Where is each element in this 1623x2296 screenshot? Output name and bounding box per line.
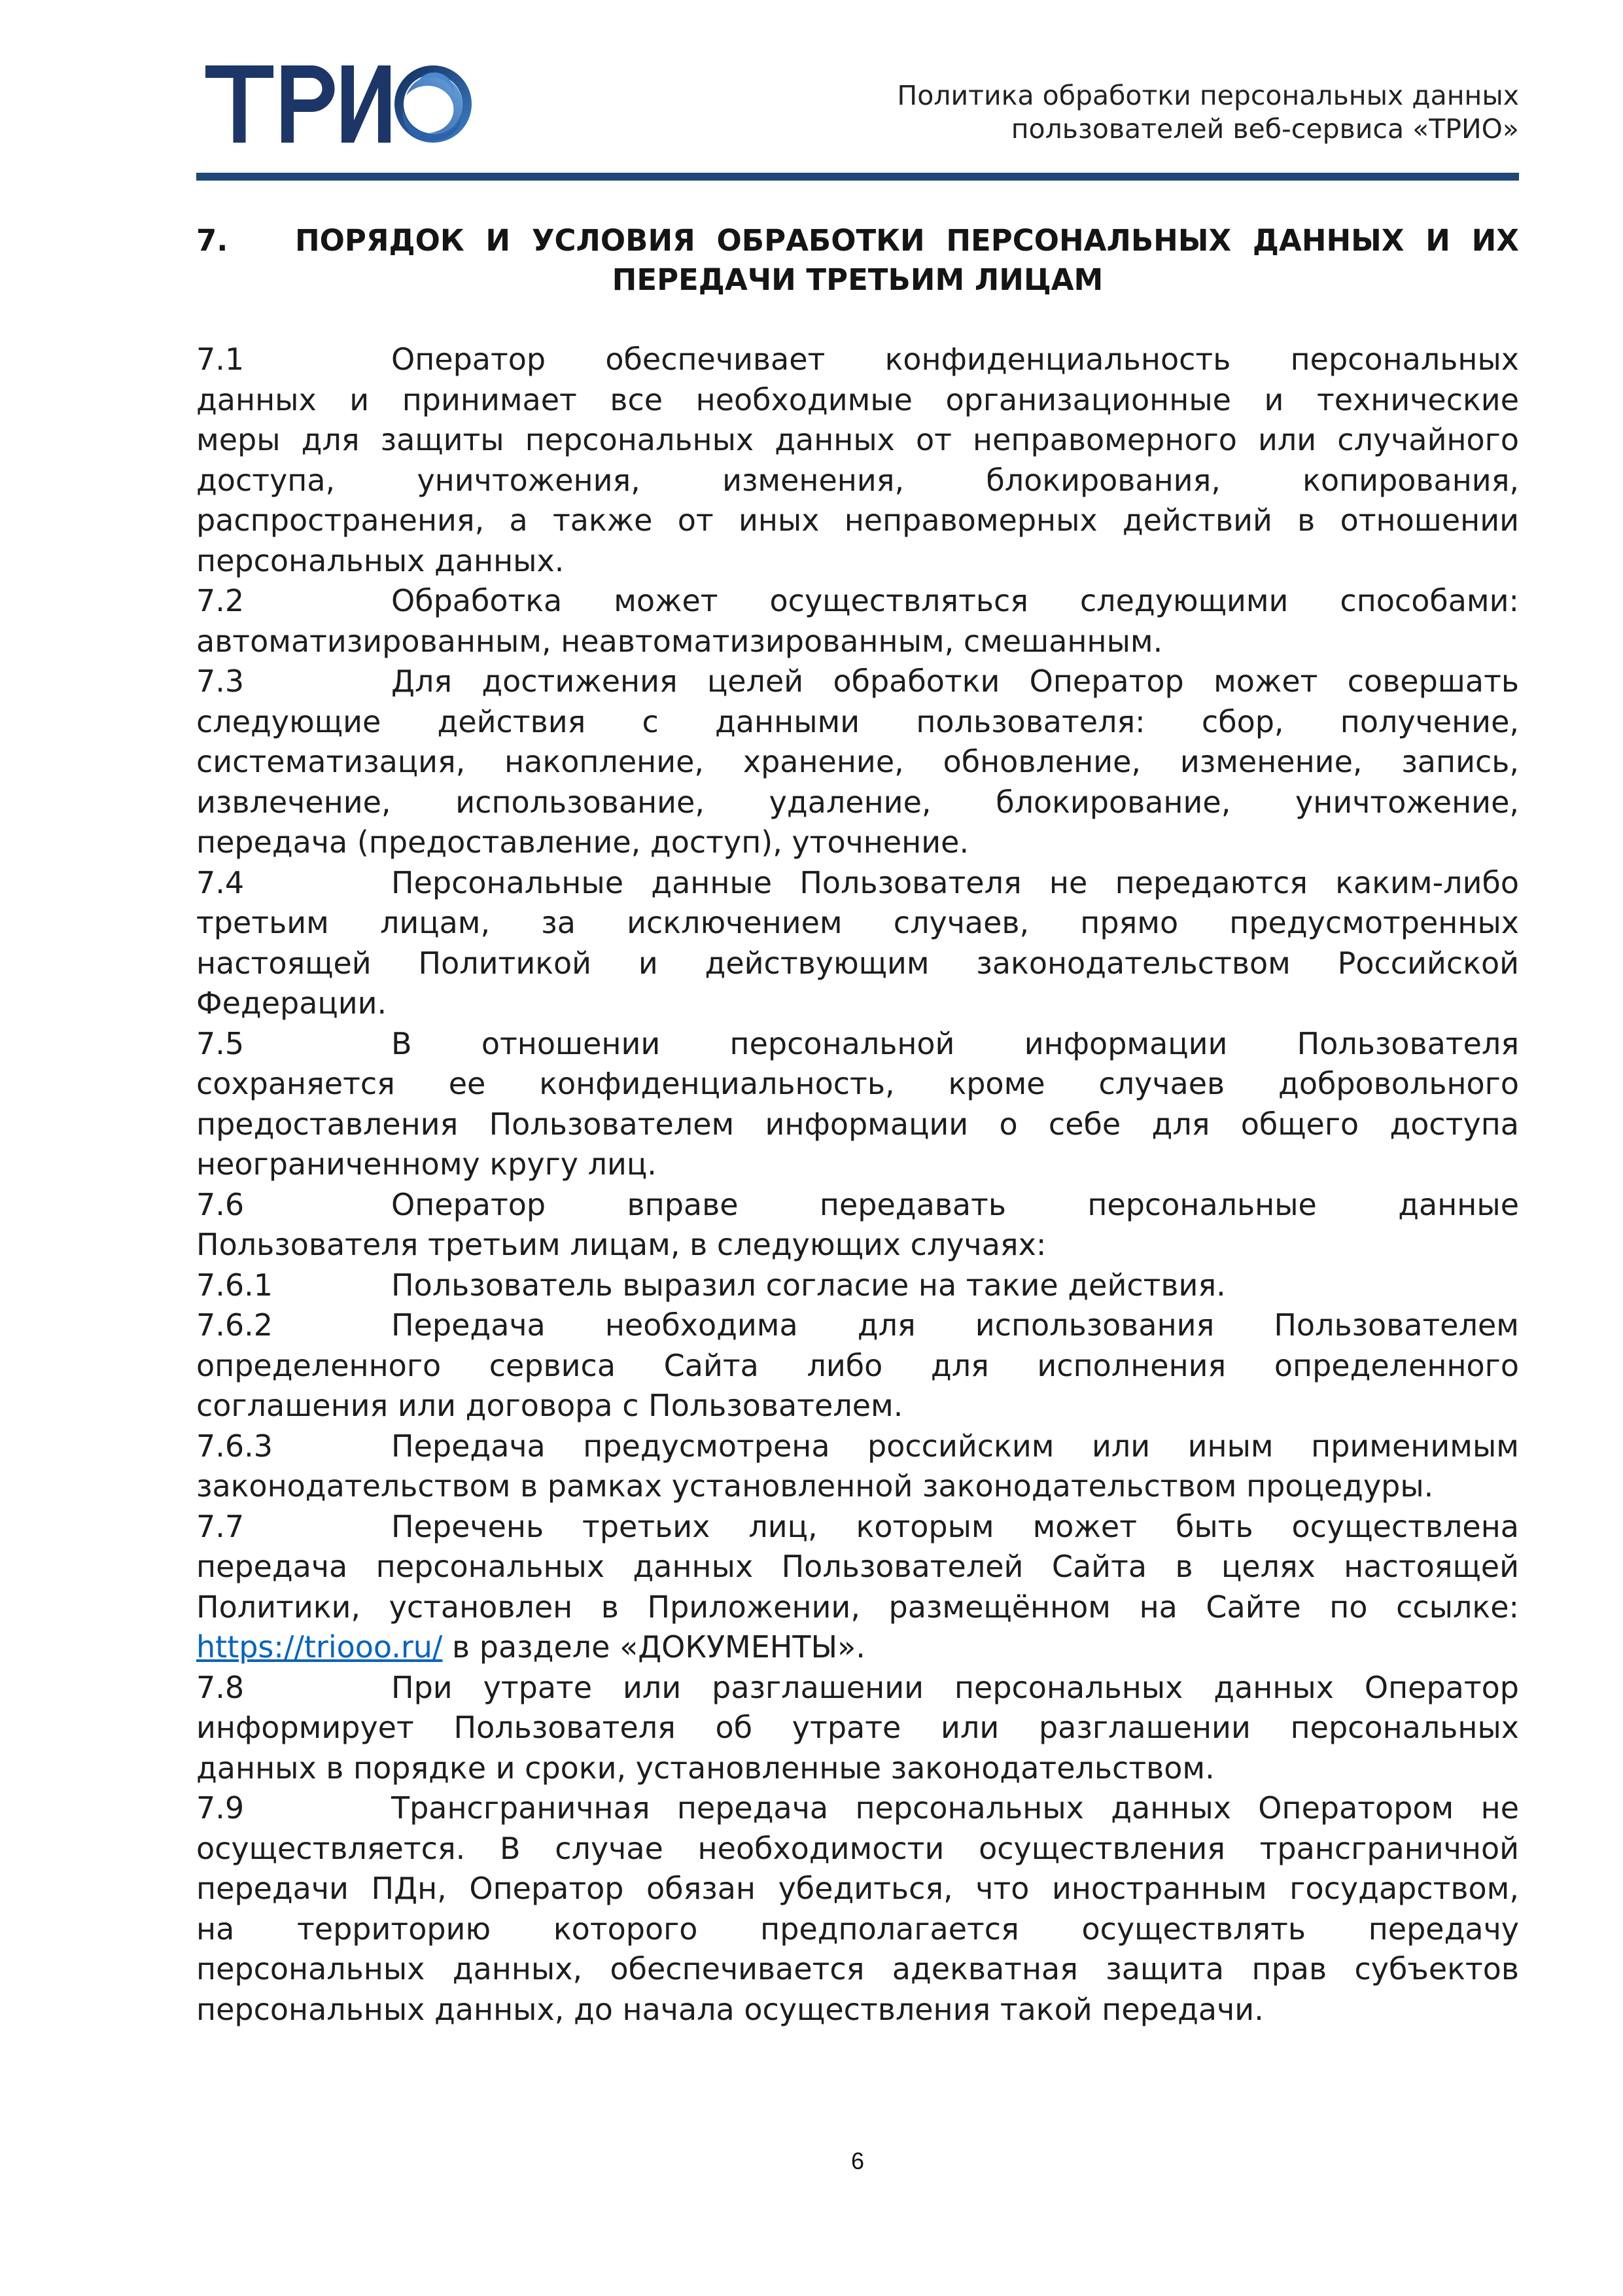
clause-line xyxy=(196,1265,1519,1306)
clause-line xyxy=(196,1788,1519,1829)
clause-7-8 xyxy=(196,1668,1519,1789)
site-link[interactable]: https://triooo.ru/ xyxy=(196,1629,443,1665)
clause-text: Федерации. xyxy=(196,985,387,1021)
logo-letter-i xyxy=(341,65,391,143)
clause-line xyxy=(196,1466,1519,1507)
clause-text: настоящей Политикой и действующим законодательством Российской xyxy=(196,945,1519,981)
section-title-part1: ПОРЯДОК И УСЛОВИЯ ОБРАБОТКИ ПЕРСОНАЛЬНЫХ ДАННЫХ И ИХ xyxy=(295,223,1519,258)
clause-7-6-1 xyxy=(196,1265,1519,1306)
clause-line xyxy=(196,1185,1519,1226)
clause-text: персональных данных, до начала осуществления такой передачи. xyxy=(196,1991,1264,2027)
document-title-line1: Политика обработки персональных данных xyxy=(897,80,1519,111)
clause-line xyxy=(196,1587,1519,1628)
clause-line xyxy=(196,581,1519,622)
clause-line xyxy=(196,340,1519,380)
clause-text: извлечение, использование, удаление, блокирование, уничтожение, xyxy=(196,784,1519,820)
clause-line xyxy=(196,1869,1519,1909)
logo-swirl-o xyxy=(399,70,467,141)
clause-text: Оператор вправе передавать персональные данные xyxy=(391,1186,1519,1222)
document-title-line2: пользователей веб-сервиса «ТРИО» xyxy=(1011,113,1519,145)
header-divider xyxy=(196,173,1519,181)
clause-text: автоматизированным, неавтоматизированным, смешанным. xyxy=(196,623,1163,659)
clause-number: 7.2 xyxy=(196,583,245,618)
clause-text: осуществляется. В случае необходимости осуществления трансграничной xyxy=(196,1830,1519,1866)
clause-number: 7.6.2 xyxy=(196,1307,273,1343)
clause-text: Обработка может осуществляться следующими способами: xyxy=(391,583,1519,618)
clause-line xyxy=(196,1909,1519,1950)
clause-line xyxy=(196,1024,1519,1065)
clause-line xyxy=(196,1346,1519,1386)
clause-text: определенного сервиса Сайта либо для исполнения определенного xyxy=(196,1347,1519,1383)
clauses-body xyxy=(196,340,1519,2030)
logo-letter-te xyxy=(205,65,273,143)
clause-number: 7.8 xyxy=(196,1669,245,1705)
clause-text: данных и принимает все необходимые организационные и технические xyxy=(196,381,1519,417)
clause-7-6-3 xyxy=(196,1426,1519,1507)
clause-line xyxy=(196,783,1519,823)
clause-line xyxy=(196,944,1519,984)
clause-text: В отношении персональной информации Пользователя xyxy=(391,1025,1519,1061)
section-number: 7. xyxy=(196,223,228,258)
clause-text: Политики, установлен в Приложении, размещённом на Сайте по ссылке: xyxy=(196,1589,1519,1625)
clause-text: сохраняется ее конфиденциальность, кроме случаев добровольного xyxy=(196,1066,1519,1101)
clause-line xyxy=(196,1507,1519,1547)
clause-line xyxy=(196,1627,1519,1668)
clause-text: При утрате или разглашении персональных данных Оператор xyxy=(391,1669,1519,1705)
clause-7-5 xyxy=(196,1024,1519,1185)
clause-text: на территорию которого предполагается осуществлять передачу xyxy=(196,1911,1519,1947)
clause-text: Перечень третьих лиц, которым может быть осуществлена xyxy=(391,1508,1519,1544)
clause-text: следующие действия с данными пользователя: сбор, получение, xyxy=(196,703,1519,739)
clause-text: персональных данных, обеспечивается адекватная защита прав субъектов xyxy=(196,1951,1519,1987)
clause-text: распространения, а также от иных неправомерных действий в отношении xyxy=(196,503,1519,538)
section-heading xyxy=(196,221,1519,300)
clause-line xyxy=(196,420,1519,461)
clause-line xyxy=(196,1305,1519,1346)
clause-text: Передача предусмотрена российским или иным применимым xyxy=(391,1428,1519,1464)
clause-text: Персональные данные Пользователя не передаются каким-либо xyxy=(391,864,1519,900)
clause-line xyxy=(196,702,1519,743)
clause-line xyxy=(196,1386,1519,1426)
clause-line xyxy=(196,501,1519,541)
section-heading-line1 xyxy=(196,221,1519,260)
clause-line xyxy=(196,622,1519,662)
trio-logo xyxy=(205,62,474,147)
clause-text: систематизация, накопление, хранение, обновление, изменение, запись, xyxy=(196,744,1519,779)
clause-text: передача (предоставление, доступ), уточнение. xyxy=(196,824,969,860)
clause-text: передача персональных данных Пользователей Сайта в целях настоящей xyxy=(196,1549,1519,1584)
clause-text: данных в порядке и сроки, установленные законодательством. xyxy=(196,1750,1215,1786)
clause-7-6 xyxy=(196,1185,1519,1265)
clause-text: предоставления Пользователем информации о себе для общего доступа xyxy=(196,1106,1519,1142)
clause-number: 7.3 xyxy=(196,663,245,699)
clause-7-1 xyxy=(196,340,1519,581)
clause-text: законодательством в рамках установленной законодательством процедуры. xyxy=(196,1468,1434,1504)
clause-line xyxy=(196,1949,1519,1990)
clause-number: 7.5 xyxy=(196,1025,245,1061)
clause-line xyxy=(196,1064,1519,1104)
clause-text: Для достижения целей обработки Оператор может совершать xyxy=(391,663,1519,699)
clause-number: 7.6.1 xyxy=(196,1267,273,1303)
clause-line xyxy=(196,1708,1519,1748)
clause-text: Оператор обеспечивает конфиденциальность персональных xyxy=(391,342,1519,377)
document-title xyxy=(897,79,1519,146)
clause-line xyxy=(196,863,1519,904)
clause-line xyxy=(196,541,1519,582)
clause-line xyxy=(196,1668,1519,1708)
clause-text: Пользователь выразил согласие на такие действия. xyxy=(391,1267,1226,1303)
clause-line xyxy=(196,1144,1519,1185)
clause-number: 7.6 xyxy=(196,1186,245,1222)
clause-number: 7.9 xyxy=(196,1790,245,1826)
clause-line xyxy=(196,1225,1519,1265)
clause-number: 7.6.3 xyxy=(196,1428,273,1464)
clause-text: Пользователя третьим лицам, в следующих случаях: xyxy=(196,1227,1047,1262)
clause-line xyxy=(196,1547,1519,1587)
clause-number: 7.1 xyxy=(196,342,245,377)
clause-line xyxy=(196,983,1519,1024)
clause-text-after-link: в разделе «ДОКУМЕНТЫ». xyxy=(442,1629,865,1665)
clause-line xyxy=(196,380,1519,421)
clause-number: 7.4 xyxy=(196,864,245,900)
logo-letter-er xyxy=(281,65,328,143)
clause-line xyxy=(196,1990,1519,2030)
clause-text: передачи ПДн, Оператор обязан убедиться, что иностранным государством, xyxy=(196,1871,1519,1906)
clause-7-6-2 xyxy=(196,1305,1519,1426)
clause-line xyxy=(196,822,1519,863)
clause-text: персональных данных. xyxy=(196,542,565,578)
clause-7-3 xyxy=(196,662,1519,863)
clause-text xyxy=(196,1629,865,1665)
clause-7-9 xyxy=(196,1788,1519,2030)
clause-line xyxy=(196,1748,1519,1789)
clause-line xyxy=(196,742,1519,783)
clause-line xyxy=(196,1104,1519,1145)
clause-7-2 xyxy=(196,581,1519,662)
page-number: 6 xyxy=(850,2147,865,2174)
clause-line xyxy=(196,461,1519,501)
clause-line xyxy=(196,662,1519,702)
clause-text: соглашения или договора с Пользователем. xyxy=(196,1388,903,1423)
clause-line xyxy=(196,1829,1519,1869)
clause-text: третьим лицам, за исключением случаев, прямо предусмотренных xyxy=(196,905,1519,940)
clause-number: 7.7 xyxy=(196,1508,245,1544)
clause-7-7 xyxy=(196,1507,1519,1668)
clause-text: информирует Пользователя об утрате или разглашении персональных xyxy=(196,1710,1519,1745)
clause-text: Трансграничная передача персональных данных Оператором не xyxy=(391,1790,1519,1826)
clause-text: Передача необходима для использования Пользователем xyxy=(391,1307,1519,1343)
clause-line xyxy=(196,1426,1519,1467)
section-title-part2: ПЕРЕДАЧИ ТРЕТЬИМ ЛИЦАМ xyxy=(612,262,1104,297)
clause-text: меры для защиты персональных данных от неправомерного или случайного xyxy=(196,422,1519,457)
clause-text: доступа, уничтожения, изменения, блокирования, копирования, xyxy=(196,462,1519,498)
clause-7-4 xyxy=(196,863,1519,1024)
clause-text: неограниченному кругу лиц. xyxy=(196,1146,657,1182)
clause-line xyxy=(196,903,1519,944)
